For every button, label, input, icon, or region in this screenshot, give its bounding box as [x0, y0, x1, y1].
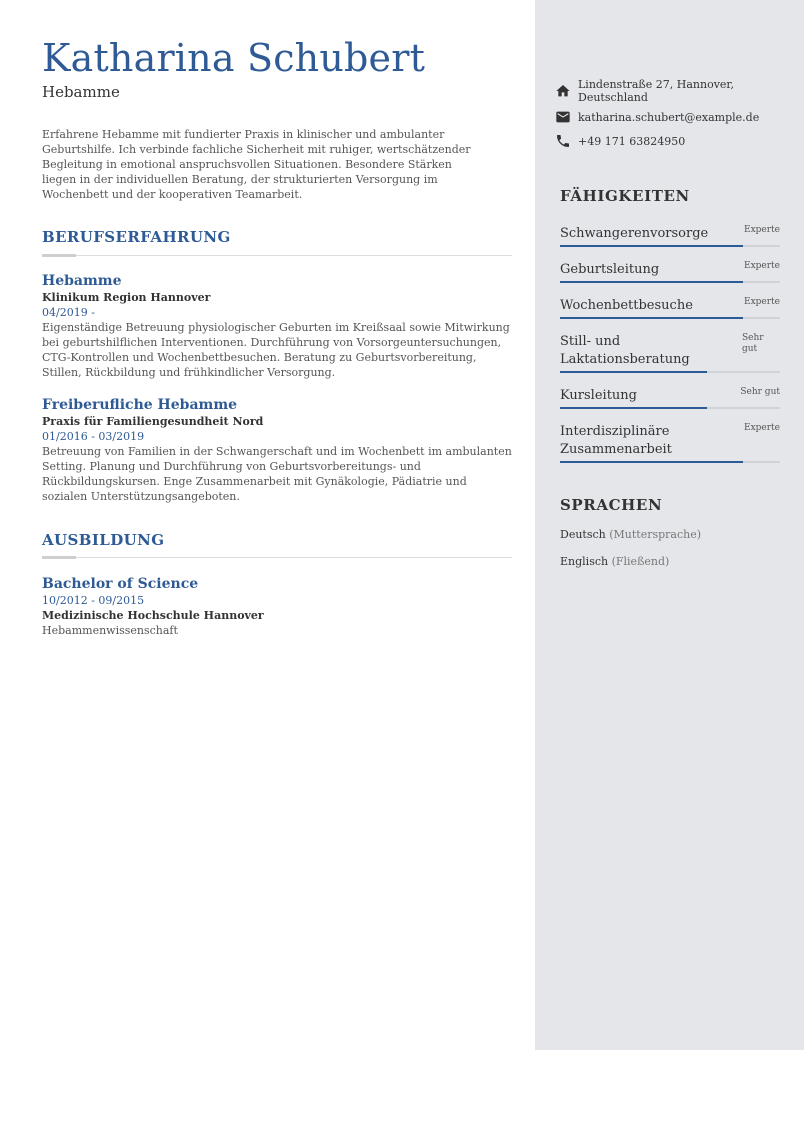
email-text[interactable]: katharina.schubert@example.de	[578, 110, 760, 124]
language-name: Deutsch	[560, 528, 606, 541]
skill-bar-fill	[560, 317, 743, 319]
skill-level: Experte	[744, 261, 780, 271]
address-text: Lindenstraße 27, Hannover, Deutschland	[578, 78, 734, 104]
employer: Praxis für Familiengesundheit Nord	[42, 415, 264, 428]
skills-section-title: FÄHIGKEITEN	[560, 187, 690, 205]
candidate-role: Hebamme	[42, 83, 120, 101]
contact-address	[555, 78, 804, 104]
skill-name: Schwangerenvorsorge	[560, 226, 709, 241]
skill-item	[560, 297, 780, 319]
skill-bar	[560, 407, 780, 409]
phone-icon	[555, 133, 571, 149]
skill-bar-fill	[560, 407, 707, 409]
language-name: Englisch	[560, 555, 609, 568]
skill-bar	[560, 281, 780, 283]
skill-bar	[560, 461, 780, 463]
contact-email	[555, 109, 759, 125]
skill-bar-fill	[560, 281, 743, 283]
skill-item	[560, 333, 780, 373]
skill-item	[560, 261, 780, 283]
skill-item	[560, 423, 780, 463]
experience-section-title: BERUFSERFAHRUNG	[42, 228, 231, 246]
education-divider	[42, 557, 512, 558]
skill-bar-fill	[560, 371, 707, 373]
skill-bar	[560, 245, 780, 247]
job-title: Hebamme	[42, 273, 122, 289]
job-description: Betreuung von Familien in der Schwangerschaft und im Wochenbett im ambulanten Setting. Planung und Durchführung von Geburtsvorbereitungs- und Rückbildungskursen. Enge Zusammenarbeit mit Gynäkologie, Pädiatrie und sozialen Unterstützungsangeboten.	[42, 445, 512, 503]
education-dates: 10/2012 - 09/2015	[42, 594, 145, 607]
home-icon	[555, 83, 571, 99]
job-title: Freiberufliche Hebamme	[42, 397, 238, 413]
skill-bar	[560, 317, 780, 319]
education-section-title: AUSBILDUNG	[42, 531, 165, 549]
skill-bar-fill	[560, 461, 743, 463]
skill-bar	[560, 371, 780, 373]
skill-bar-fill	[560, 245, 743, 247]
skill-item	[560, 387, 780, 409]
language-item	[560, 528, 701, 541]
experience-entry	[42, 396, 512, 504]
language-level: (Muttersprache)	[609, 528, 702, 541]
institution: Medizinische Hochschule Hannover	[42, 609, 264, 622]
job-dates: 04/2019 -	[42, 306, 95, 319]
skill-level: Experte	[744, 423, 780, 433]
candidate-name: Katharina Schubert	[42, 36, 426, 80]
employer: Klinikum Region Hannover	[42, 291, 211, 304]
degree-title: Bachelor of Science	[42, 576, 199, 592]
skill-level: Experte	[744, 297, 780, 307]
skill-name: Geburtsleitung	[560, 262, 660, 277]
language-level: (Fließend)	[611, 555, 670, 568]
profile-summary: Erfahrene Hebamme mit fundierter Praxis in klinischer und ambulanter Geburtshilfe. Ich verbinde fachliche Sicherheit mit ruhiger, wertschätzender Begleitung in emotional anspruchsvollen Situationen. Besondere Stärken liegen in der individuellen Beratung, der strukturierten Versorgung im Wochenbett und der kooperativen Teamarbeit.	[42, 128, 471, 201]
job-dates: 01/2016 - 03/2019	[42, 430, 145, 443]
skill-item	[560, 225, 780, 247]
field-of-study: Hebammenwissenschaft	[42, 624, 178, 637]
sidebar-background	[535, 0, 804, 1050]
skill-name: Interdisziplinäre Zusammenarbeit	[560, 424, 672, 457]
mail-icon	[555, 109, 571, 125]
job-description: Eigenständige Betreuung physiologischer Geburten im Kreißsaal sowie Mitwirkung bei geburtshilflichen Interventionen. Durchführung von Vorsorgeuntersuchungen, CTG-Kontrollen und Wochenbettbesuchen. Beratung zu Geburtsvorbereitung, Stillen, Rückbildung und frühkindlicher Versorgung.	[42, 321, 510, 379]
skill-name: Still- und Laktationsberatung	[560, 334, 690, 367]
experience-entry	[42, 272, 512, 380]
skill-name: Kursleitung	[560, 388, 637, 403]
education-entry	[42, 575, 512, 638]
languages-section-title: SPRACHEN	[560, 496, 663, 514]
skill-level: Sehr gut	[742, 333, 764, 354]
phone-text[interactable]: +49 171 63824950	[578, 134, 686, 148]
language-item	[560, 555, 669, 568]
skill-name: Wochenbettbesuche	[560, 298, 693, 313]
contact-phone	[555, 133, 685, 149]
experience-divider	[42, 255, 512, 256]
skill-level: Sehr gut	[740, 387, 780, 397]
skill-level: Experte	[744, 225, 780, 235]
